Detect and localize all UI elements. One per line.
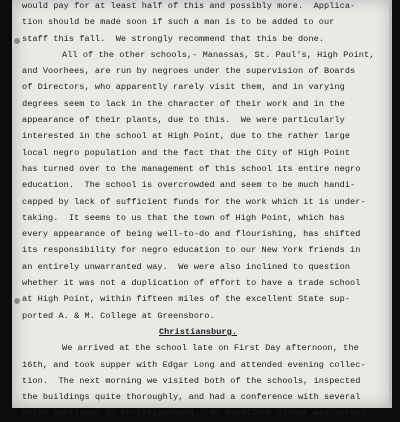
text-line: every appearance of being well-to-do and flourishing, has shifted [22, 229, 361, 240]
text-line: interested in the school at High Point, due to the rather large [22, 131, 351, 142]
text-line: the buildings quite thoroughly, and had a conference with several [22, 392, 361, 403]
text-line: local negro population and the fact that the City of High Point [22, 147, 351, 158]
paragraph-start-line: We arrived at the school late on First Day afternoon, the [62, 343, 359, 354]
document-page [12, 0, 392, 419]
text-line: education. The school is overcrowded and seem to be much handi- [22, 180, 356, 191]
text-line: whether it was not a duplication of effort to have a trade school [22, 278, 361, 289]
document-body [22, 0, 374, 422]
section-heading: Christiansburg. [158, 326, 238, 337]
text-line: white gentlemen in Christiansburg. An excellent dinner was served [22, 408, 366, 419]
hole-punch-mark [14, 38, 20, 44]
text-line: taking. It seems to us that the town of High Point, which has [22, 212, 345, 223]
text-line: its responsibility for negro education to our New York friends in [22, 245, 361, 256]
text-line: at High Point, within fifteen miles of the excellent State sup- [22, 294, 351, 305]
text-line: capped by lack of sufficient funds for the work which it is under- [22, 196, 366, 207]
text-line: has turned over to the management of this school its entire negro [22, 163, 361, 174]
text-line: of Directors, who apparently rarely visit them, and in varying [22, 82, 345, 93]
text-line: appearance of their plants, due to this. We were particularly [22, 115, 345, 126]
text-line: staff this fall. We strongly recommend that this be done. [22, 33, 325, 44]
paragraph-start-line: All of the other schools,- Manassas, St. Paul's, High Point, [62, 49, 375, 60]
text-line: 16th, and took supper with Edgar Long and attended evening collec- [22, 359, 366, 370]
page-edge [389, 0, 392, 408]
text-line: would pay for at least half of this and possibly more. Applica- [22, 1, 356, 11]
text-line: degrees seem to lack in the character of their work and in the [22, 98, 345, 109]
text-line: tion. The next morning we visited both of the schools, inspected [22, 375, 361, 386]
text-line: and Voorhees, are run by negroes under the supervision of Boards [22, 66, 356, 77]
hole-punch-mark [14, 298, 20, 304]
text-line: an entirely unwarranted way. We were also inclined to question [22, 261, 351, 272]
text-line: tion should be made soon if such a man is to be added to our [22, 17, 335, 28]
text-line: ported A. & M. College at Greensboro. [22, 310, 215, 321]
